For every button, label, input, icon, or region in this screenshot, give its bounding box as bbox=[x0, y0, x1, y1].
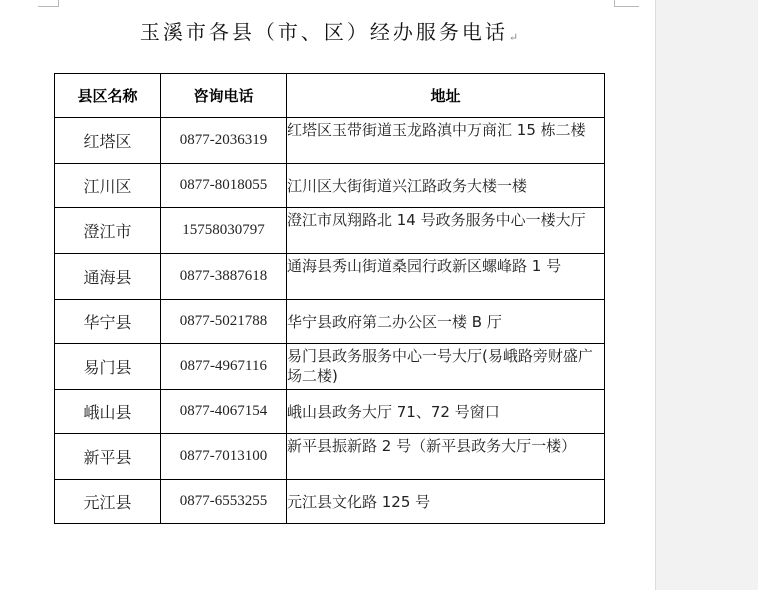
address-cell[interactable]: 华宁县政府第二办公区一楼 B 厅 bbox=[287, 300, 605, 344]
phone-cell[interactable]: 0877-4967116 bbox=[161, 344, 287, 390]
address-cell[interactable]: 元江县文化路 125 号 bbox=[287, 480, 605, 524]
county-cell[interactable]: 峨山县 bbox=[55, 390, 161, 434]
address-cell[interactable]: 通海县秀山街道桑园行政新区螺峰路 1 号 bbox=[287, 254, 605, 300]
phone-cell[interactable]: 0877-2036319 bbox=[161, 118, 287, 164]
county-cell[interactable]: 华宁县 bbox=[55, 300, 161, 344]
address-cell[interactable]: 红塔区玉带街道玉龙路滇中万商汇 15 栋二楼 bbox=[287, 118, 605, 164]
county-cell[interactable]: 江川区 bbox=[55, 164, 161, 208]
phone-cell[interactable]: 0877-5021788 bbox=[161, 300, 287, 344]
crop-mark-top-left bbox=[38, 0, 59, 7]
phone-cell[interactable]: 0877-4067154 bbox=[161, 390, 287, 434]
table-row bbox=[55, 118, 605, 164]
address-cell[interactable]: 江川区大街街道兴江路政务大楼一楼 bbox=[287, 164, 605, 208]
table-row bbox=[55, 480, 605, 524]
table-row bbox=[55, 390, 605, 434]
table-header-row bbox=[55, 74, 605, 118]
phone-cell[interactable]: 0877-7013100 bbox=[161, 434, 287, 480]
table-row bbox=[55, 164, 605, 208]
address-cell[interactable]: 新平县振新路 2 号（新平县政务大厅一楼） bbox=[287, 434, 605, 480]
header-address[interactable]: 地址 bbox=[287, 74, 605, 118]
table-row bbox=[55, 344, 605, 390]
page-gutter bbox=[655, 0, 758, 590]
county-cell[interactable]: 红塔区 bbox=[55, 118, 161, 164]
county-cell[interactable]: 易门县 bbox=[55, 344, 161, 390]
service-phone-table[interactable] bbox=[54, 73, 605, 524]
table-row bbox=[55, 300, 605, 344]
header-phone[interactable]: 咨询电话 bbox=[161, 74, 287, 118]
phone-cell[interactable]: 0877-8018055 bbox=[161, 164, 287, 208]
table-row bbox=[55, 208, 605, 254]
paragraph-mark-icon: ↵ bbox=[508, 31, 519, 44]
crop-mark-top-right bbox=[614, 0, 639, 7]
county-cell[interactable]: 新平县 bbox=[55, 434, 161, 480]
county-cell[interactable]: 元江县 bbox=[55, 480, 161, 524]
address-cell[interactable]: 澄江市凤翔路北 14 号政务服务中心一楼大厅 bbox=[287, 208, 605, 254]
document-title[interactable] bbox=[54, 16, 604, 45]
county-cell[interactable]: 澄江市 bbox=[55, 208, 161, 254]
phone-cell[interactable]: 0877-3887618 bbox=[161, 254, 287, 300]
county-cell[interactable]: 通海县 bbox=[55, 254, 161, 300]
table-row bbox=[55, 254, 605, 300]
phone-cell[interactable]: 0877-6553255 bbox=[161, 480, 287, 524]
header-county[interactable]: 县区名称 bbox=[55, 74, 161, 118]
table-row bbox=[55, 434, 605, 480]
address-cell[interactable]: 峨山县政务大厅 71、72 号窗口 bbox=[287, 390, 605, 434]
address-cell[interactable]: 易门县政务服务中心一号大厅(易峨路旁财盛广场二楼) bbox=[287, 344, 605, 390]
document-title-text[interactable]: 玉溪市各县（市、区）经办服务电话 bbox=[139, 20, 508, 44]
phone-cell[interactable]: 15758030797 bbox=[161, 208, 287, 254]
